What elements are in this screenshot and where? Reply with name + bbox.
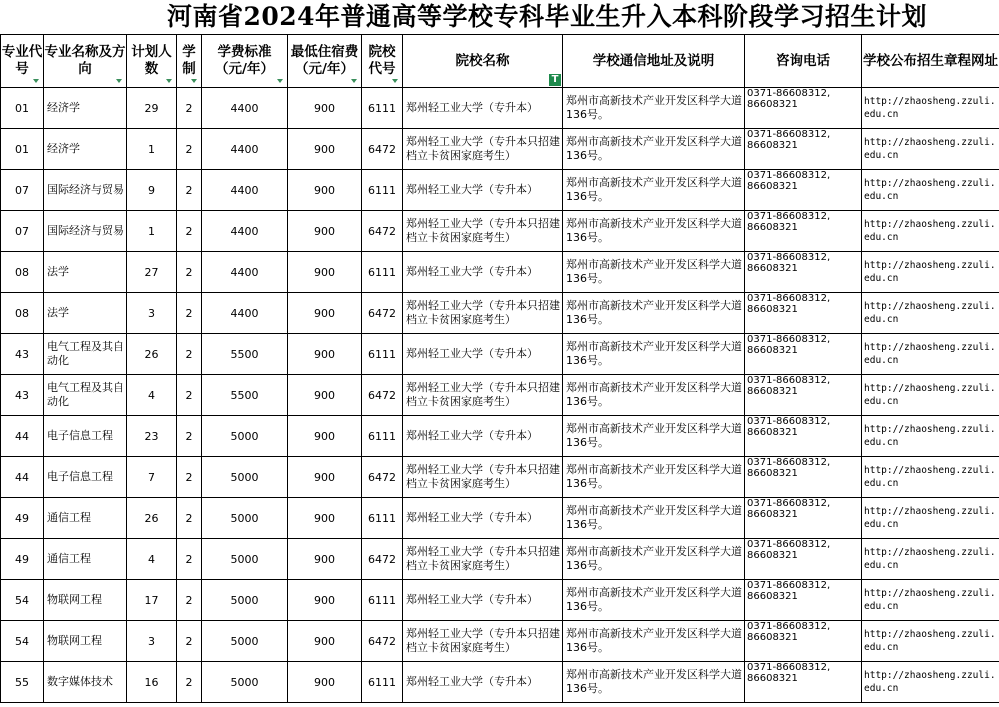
header-dorm-fee[interactable]: 最低住宿费（元/年）: [288, 35, 362, 88]
school-code-cell[interactable]: 6472: [362, 539, 403, 580]
website-cell[interactable]: http://zhaosheng.zzuli.edu.cn: [862, 88, 999, 129]
years-cell[interactable]: 2: [177, 457, 202, 498]
school-name-cell[interactable]: 郑州轻工业大学（专升本只招建档立卡贫困家庭考生）: [403, 129, 563, 170]
table-row: [1, 580, 999, 621]
website-cell[interactable]: http://zhaosheng.zzuli.edu.cn: [862, 334, 999, 375]
school-code-cell[interactable]: 6111: [362, 662, 403, 703]
address-cell[interactable]: 郑州市高新技术产业开发区科学大道136号。: [563, 129, 745, 170]
table-row: [1, 498, 999, 539]
phone-cell[interactable]: 0371-86608312, 86608321: [745, 129, 862, 170]
major-code-cell[interactable]: 44: [1, 457, 44, 498]
filter-dropdown-icon[interactable]: [165, 76, 174, 85]
address-cell[interactable]: 郑州市高新技术产业开发区科学大道136号。: [563, 580, 745, 621]
header-school-name[interactable]: 院校名称 T: [403, 35, 563, 88]
school-name-cell[interactable]: 郑州轻工业大学（专升本）: [403, 416, 563, 457]
years-cell[interactable]: 2: [177, 539, 202, 580]
major-name-cell[interactable]: 法学: [44, 293, 127, 334]
website-cell[interactable]: http://zhaosheng.zzuli.edu.cn: [862, 457, 999, 498]
school-code-cell[interactable]: 6472: [362, 457, 403, 498]
major-code-cell[interactable]: 44: [1, 416, 44, 457]
header-tuition[interactable]: 学费标准（元/年）: [202, 35, 288, 88]
major-name-cell[interactable]: 通信工程: [44, 498, 127, 539]
school-name-cell[interactable]: 郑州轻工业大学（专升本只招建档立卡贫困家庭考生）: [403, 621, 563, 662]
table-row: [1, 539, 999, 580]
address-cell[interactable]: 郑州市高新技术产业开发区科学大道136号。: [563, 170, 745, 211]
tuition-cell[interactable]: 4400: [202, 170, 288, 211]
table-row: [1, 252, 999, 293]
plan-count-cell[interactable]: 27: [127, 252, 177, 293]
dorm-fee-cell[interactable]: 900: [288, 457, 362, 498]
school-name-cell[interactable]: 郑州轻工业大学（专升本）: [403, 88, 563, 129]
major-code-cell[interactable]: 01: [1, 88, 44, 129]
address-cell[interactable]: 郑州市高新技术产业开发区科学大道136号。: [563, 416, 745, 457]
school-name-cell[interactable]: 郑州轻工业大学（专升本）: [403, 662, 563, 703]
website-cell[interactable]: http://zhaosheng.zzuli.edu.cn: [862, 293, 999, 334]
phone-cell[interactable]: 0371-86608312, 86608321: [745, 457, 862, 498]
phone-cell[interactable]: 0371-86608312, 86608321: [745, 88, 862, 129]
table-row: [1, 334, 999, 375]
tuition-cell[interactable]: 4400: [202, 293, 288, 334]
address-cell[interactable]: 郑州市高新技术产业开发区科学大道136号。: [563, 621, 745, 662]
website-cell[interactable]: http://zhaosheng.zzuli.edu.cn: [862, 539, 999, 580]
major-name-cell[interactable]: 电气工程及其自动化: [44, 375, 127, 416]
dorm-fee-cell[interactable]: 900: [288, 416, 362, 457]
address-cell[interactable]: 郑州市高新技术产业开发区科学大道136号。: [563, 375, 745, 416]
table-row: [1, 662, 999, 703]
tuition-cell[interactable]: 4400: [202, 211, 288, 252]
dorm-fee-cell[interactable]: 900: [288, 539, 362, 580]
years-cell[interactable]: 2: [177, 170, 202, 211]
major-name-cell[interactable]: 法学: [44, 252, 127, 293]
table-row: [1, 621, 999, 662]
school-name-cell[interactable]: 郑州轻工业大学（专升本）: [403, 580, 563, 621]
phone-cell[interactable]: 0371-86608312, 86608321: [745, 498, 862, 539]
school-name-cell[interactable]: 郑州轻工业大学（专升本）: [403, 498, 563, 539]
header-phone[interactable]: 咨询电话: [745, 35, 862, 88]
tuition-cell[interactable]: 5000: [202, 621, 288, 662]
dorm-fee-cell[interactable]: 900: [288, 211, 362, 252]
major-code-cell[interactable]: 49: [1, 498, 44, 539]
table-row: [1, 170, 999, 211]
major-code-cell[interactable]: 54: [1, 580, 44, 621]
dorm-fee-cell[interactable]: 900: [288, 129, 362, 170]
dorm-fee-cell[interactable]: 900: [288, 375, 362, 416]
years-cell[interactable]: 2: [177, 662, 202, 703]
tuition-cell[interactable]: 5000: [202, 457, 288, 498]
major-name-cell[interactable]: 数字媒体技术: [44, 662, 127, 703]
address-cell[interactable]: 郑州市高新技术产业开发区科学大道136号。: [563, 539, 745, 580]
dorm-fee-cell[interactable]: 900: [288, 498, 362, 539]
dorm-fee-cell[interactable]: 900: [288, 334, 362, 375]
dorm-fee-cell[interactable]: 900: [288, 88, 362, 129]
major-code-cell[interactable]: 07: [1, 211, 44, 252]
plan-count-cell[interactable]: 4: [127, 539, 177, 580]
plan-count-cell[interactable]: 23: [127, 416, 177, 457]
school-name-cell[interactable]: 郑州轻工业大学（专升本只招建档立卡贫困家庭考生）: [403, 539, 563, 580]
major-code-cell[interactable]: 08: [1, 252, 44, 293]
school-name-cell[interactable]: 郑州轻工业大学（专升本只招建档立卡贫困家庭考生）: [403, 457, 563, 498]
school-name-cell[interactable]: 郑州轻工业大学（专升本）: [403, 252, 563, 293]
major-name-cell[interactable]: 经济学: [44, 88, 127, 129]
header-website[interactable]: 学校公布招生章程网址: [862, 35, 999, 88]
dorm-fee-cell[interactable]: 900: [288, 252, 362, 293]
major-code-cell[interactable]: 55: [1, 662, 44, 703]
website-cell[interactable]: http://zhaosheng.zzuli.edu.cn: [862, 211, 999, 252]
years-cell[interactable]: 2: [177, 129, 202, 170]
header-plan-count[interactable]: 计划人数: [127, 35, 177, 88]
filter-dropdown-icon[interactable]: [115, 76, 124, 85]
school-name-cell[interactable]: 郑州轻工业大学（专升本）: [403, 334, 563, 375]
website-cell[interactable]: http://zhaosheng.zzuli.edu.cn: [862, 580, 999, 621]
major-code-cell[interactable]: 54: [1, 621, 44, 662]
phone-cell[interactable]: 0371-86608312, 86608321: [745, 580, 862, 621]
major-name-cell[interactable]: 通信工程: [44, 539, 127, 580]
school-code-cell[interactable]: 6472: [362, 211, 403, 252]
tuition-cell[interactable]: 5000: [202, 498, 288, 539]
years-cell[interactable]: 2: [177, 498, 202, 539]
phone-cell[interactable]: 0371-86608312, 86608321: [745, 293, 862, 334]
years-cell[interactable]: 2: [177, 375, 202, 416]
phone-cell[interactable]: 0371-86608312, 86608321: [745, 621, 862, 662]
website-cell[interactable]: http://zhaosheng.zzuli.edu.cn: [862, 416, 999, 457]
years-cell[interactable]: 2: [177, 621, 202, 662]
table-row: [1, 129, 999, 170]
tuition-cell[interactable]: 5000: [202, 416, 288, 457]
filter-dropdown-icon[interactable]: [190, 76, 199, 85]
plan-count-cell[interactable]: 16: [127, 662, 177, 703]
years-cell[interactable]: 2: [177, 416, 202, 457]
school-name-cell[interactable]: 郑州轻工业大学（专升本只招建档立卡贫困家庭考生）: [403, 293, 563, 334]
tuition-cell[interactable]: 4400: [202, 252, 288, 293]
phone-cell[interactable]: 0371-86608312, 86608321: [745, 662, 862, 703]
major-code-cell[interactable]: 08: [1, 293, 44, 334]
address-cell[interactable]: 郑州市高新技术产业开发区科学大道136号。: [563, 662, 745, 703]
school-code-cell[interactable]: 6111: [362, 252, 403, 293]
major-name-cell[interactable]: 物联网工程: [44, 580, 127, 621]
major-code-cell[interactable]: 07: [1, 170, 44, 211]
table-row: [1, 211, 999, 252]
website-cell[interactable]: http://zhaosheng.zzuli.edu.cn: [862, 375, 999, 416]
phone-cell[interactable]: 0371-86608312, 86608321: [745, 211, 862, 252]
phone-cell[interactable]: 0371-86608312, 86608321: [745, 375, 862, 416]
major-code-cell[interactable]: 49: [1, 539, 44, 580]
plan-count-cell[interactable]: 29: [127, 88, 177, 129]
school-code-cell[interactable]: 6111: [362, 170, 403, 211]
phone-cell[interactable]: 0371-86608312, 86608321: [745, 539, 862, 580]
website-cell[interactable]: http://zhaosheng.zzuli.edu.cn: [862, 498, 999, 539]
website-cell[interactable]: http://zhaosheng.zzuli.edu.cn: [862, 170, 999, 211]
website-cell[interactable]: http://zhaosheng.zzuli.edu.cn: [862, 621, 999, 662]
school-code-cell[interactable]: 6472: [362, 293, 403, 334]
years-cell[interactable]: 2: [177, 293, 202, 334]
dorm-fee-cell[interactable]: 900: [288, 662, 362, 703]
phone-cell[interactable]: 0371-86608312, 86608321: [745, 416, 862, 457]
header-school-code[interactable]: 院校代号: [362, 35, 403, 88]
plan-count-cell[interactable]: 3: [127, 621, 177, 662]
address-cell[interactable]: 郑州市高新技术产业开发区科学大道136号。: [563, 293, 745, 334]
school-code-cell[interactable]: 6111: [362, 334, 403, 375]
school-code-cell[interactable]: 6472: [362, 375, 403, 416]
address-cell[interactable]: 郑州市高新技术产业开发区科学大道136号。: [563, 88, 745, 129]
phone-cell[interactable]: 0371-86608312, 86608321: [745, 334, 862, 375]
plan-count-cell[interactable]: 9: [127, 170, 177, 211]
header-major-code[interactable]: 专业代号: [1, 35, 44, 88]
plan-count-cell[interactable]: 7: [127, 457, 177, 498]
major-name-cell[interactable]: 电气工程及其自动化: [44, 334, 127, 375]
major-name-cell[interactable]: 国际经济与贸易: [44, 211, 127, 252]
table-row: [1, 416, 999, 457]
school-name-cell[interactable]: 郑州轻工业大学（专升本只招建档立卡贫困家庭考生）: [403, 375, 563, 416]
website-cell[interactable]: http://zhaosheng.zzuli.edu.cn: [862, 252, 999, 293]
dorm-fee-cell[interactable]: 900: [288, 170, 362, 211]
plan-count-cell[interactable]: 1: [127, 211, 177, 252]
school-name-cell[interactable]: 郑州轻工业大学（专升本只招建档立卡贫困家庭考生）: [403, 211, 563, 252]
filter-dropdown-icon[interactable]: [391, 76, 400, 85]
tuition-cell[interactable]: 5500: [202, 334, 288, 375]
plan-count-cell[interactable]: 1: [127, 129, 177, 170]
years-cell[interactable]: 2: [177, 211, 202, 252]
tuition-cell[interactable]: 4400: [202, 88, 288, 129]
major-name-cell[interactable]: 国际经济与贸易: [44, 170, 127, 211]
major-name-cell[interactable]: 电子信息工程: [44, 457, 127, 498]
filter-dropdown-icon[interactable]: [32, 76, 41, 85]
header-row: [1, 35, 999, 88]
dorm-fee-cell[interactable]: 900: [288, 580, 362, 621]
major-code-cell[interactable]: 43: [1, 375, 44, 416]
phone-cell[interactable]: 0371-86608312, 86608321: [745, 170, 862, 211]
school-code-cell[interactable]: 6111: [362, 416, 403, 457]
school-name-cell[interactable]: 郑州轻工业大学（专升本）: [403, 170, 563, 211]
enrollment-plan-table: [0, 34, 999, 703]
phone-cell[interactable]: 0371-86608312, 86608321: [745, 252, 862, 293]
address-cell[interactable]: 郑州市高新技术产业开发区科学大道136号。: [563, 334, 745, 375]
plan-count-cell[interactable]: 17: [127, 580, 177, 621]
plan-count-cell[interactable]: 3: [127, 293, 177, 334]
table-row: [1, 88, 999, 129]
header-years[interactable]: 学制: [177, 35, 202, 88]
address-cell[interactable]: 郑州市高新技术产业开发区科学大道136号。: [563, 457, 745, 498]
dorm-fee-cell[interactable]: 900: [288, 293, 362, 334]
major-name-cell[interactable]: 物联网工程: [44, 621, 127, 662]
major-code-cell[interactable]: 01: [1, 129, 44, 170]
plan-count-cell[interactable]: 26: [127, 498, 177, 539]
major-code-cell[interactable]: 43: [1, 334, 44, 375]
tuition-cell[interactable]: 5000: [202, 662, 288, 703]
years-cell[interactable]: 2: [177, 88, 202, 129]
school-code-cell[interactable]: 6111: [362, 498, 403, 539]
address-cell[interactable]: 郑州市高新技术产业开发区科学大道136号。: [563, 252, 745, 293]
major-name-cell[interactable]: 电子信息工程: [44, 416, 127, 457]
website-cell[interactable]: http://zhaosheng.zzuli.edu.cn: [862, 662, 999, 703]
address-cell[interactable]: 郑州市高新技术产业开发区科学大道136号。: [563, 211, 745, 252]
filter-dropdown-icon[interactable]: [276, 76, 285, 85]
filter-dropdown-icon[interactable]: [350, 76, 359, 85]
school-code-cell[interactable]: 6111: [362, 580, 403, 621]
tuition-cell[interactable]: 5500: [202, 375, 288, 416]
table-row: [1, 457, 999, 498]
header-major-name[interactable]: 专业名称及方向: [44, 35, 127, 88]
active-filter-icon[interactable]: T: [549, 74, 561, 86]
school-code-cell[interactable]: 6472: [362, 621, 403, 662]
sheet-title: 河南省2024年普通高等学校专科毕业生升入本科阶段学习招生计划: [166, 2, 928, 31]
years-cell[interactable]: 2: [177, 252, 202, 293]
major-name-cell[interactable]: 经济学: [44, 129, 127, 170]
table-row: [1, 293, 999, 334]
address-cell[interactable]: 郑州市高新技术产业开发区科学大道136号。: [563, 498, 745, 539]
dorm-fee-cell[interactable]: 900: [288, 621, 362, 662]
header-address[interactable]: 学校通信地址及说明: [563, 35, 745, 88]
table-row: [1, 375, 999, 416]
years-cell[interactable]: 2: [177, 580, 202, 621]
plan-count-cell[interactable]: 4: [127, 375, 177, 416]
plan-count-cell[interactable]: 26: [127, 334, 177, 375]
website-cell[interactable]: http://zhaosheng.zzuli.edu.cn: [862, 129, 999, 170]
tuition-cell[interactable]: 5000: [202, 539, 288, 580]
tuition-cell[interactable]: 4400: [202, 129, 288, 170]
tuition-cell[interactable]: 5000: [202, 580, 288, 621]
school-code-cell[interactable]: 6472: [362, 129, 403, 170]
school-code-cell[interactable]: 6111: [362, 88, 403, 129]
years-cell[interactable]: 2: [177, 334, 202, 375]
